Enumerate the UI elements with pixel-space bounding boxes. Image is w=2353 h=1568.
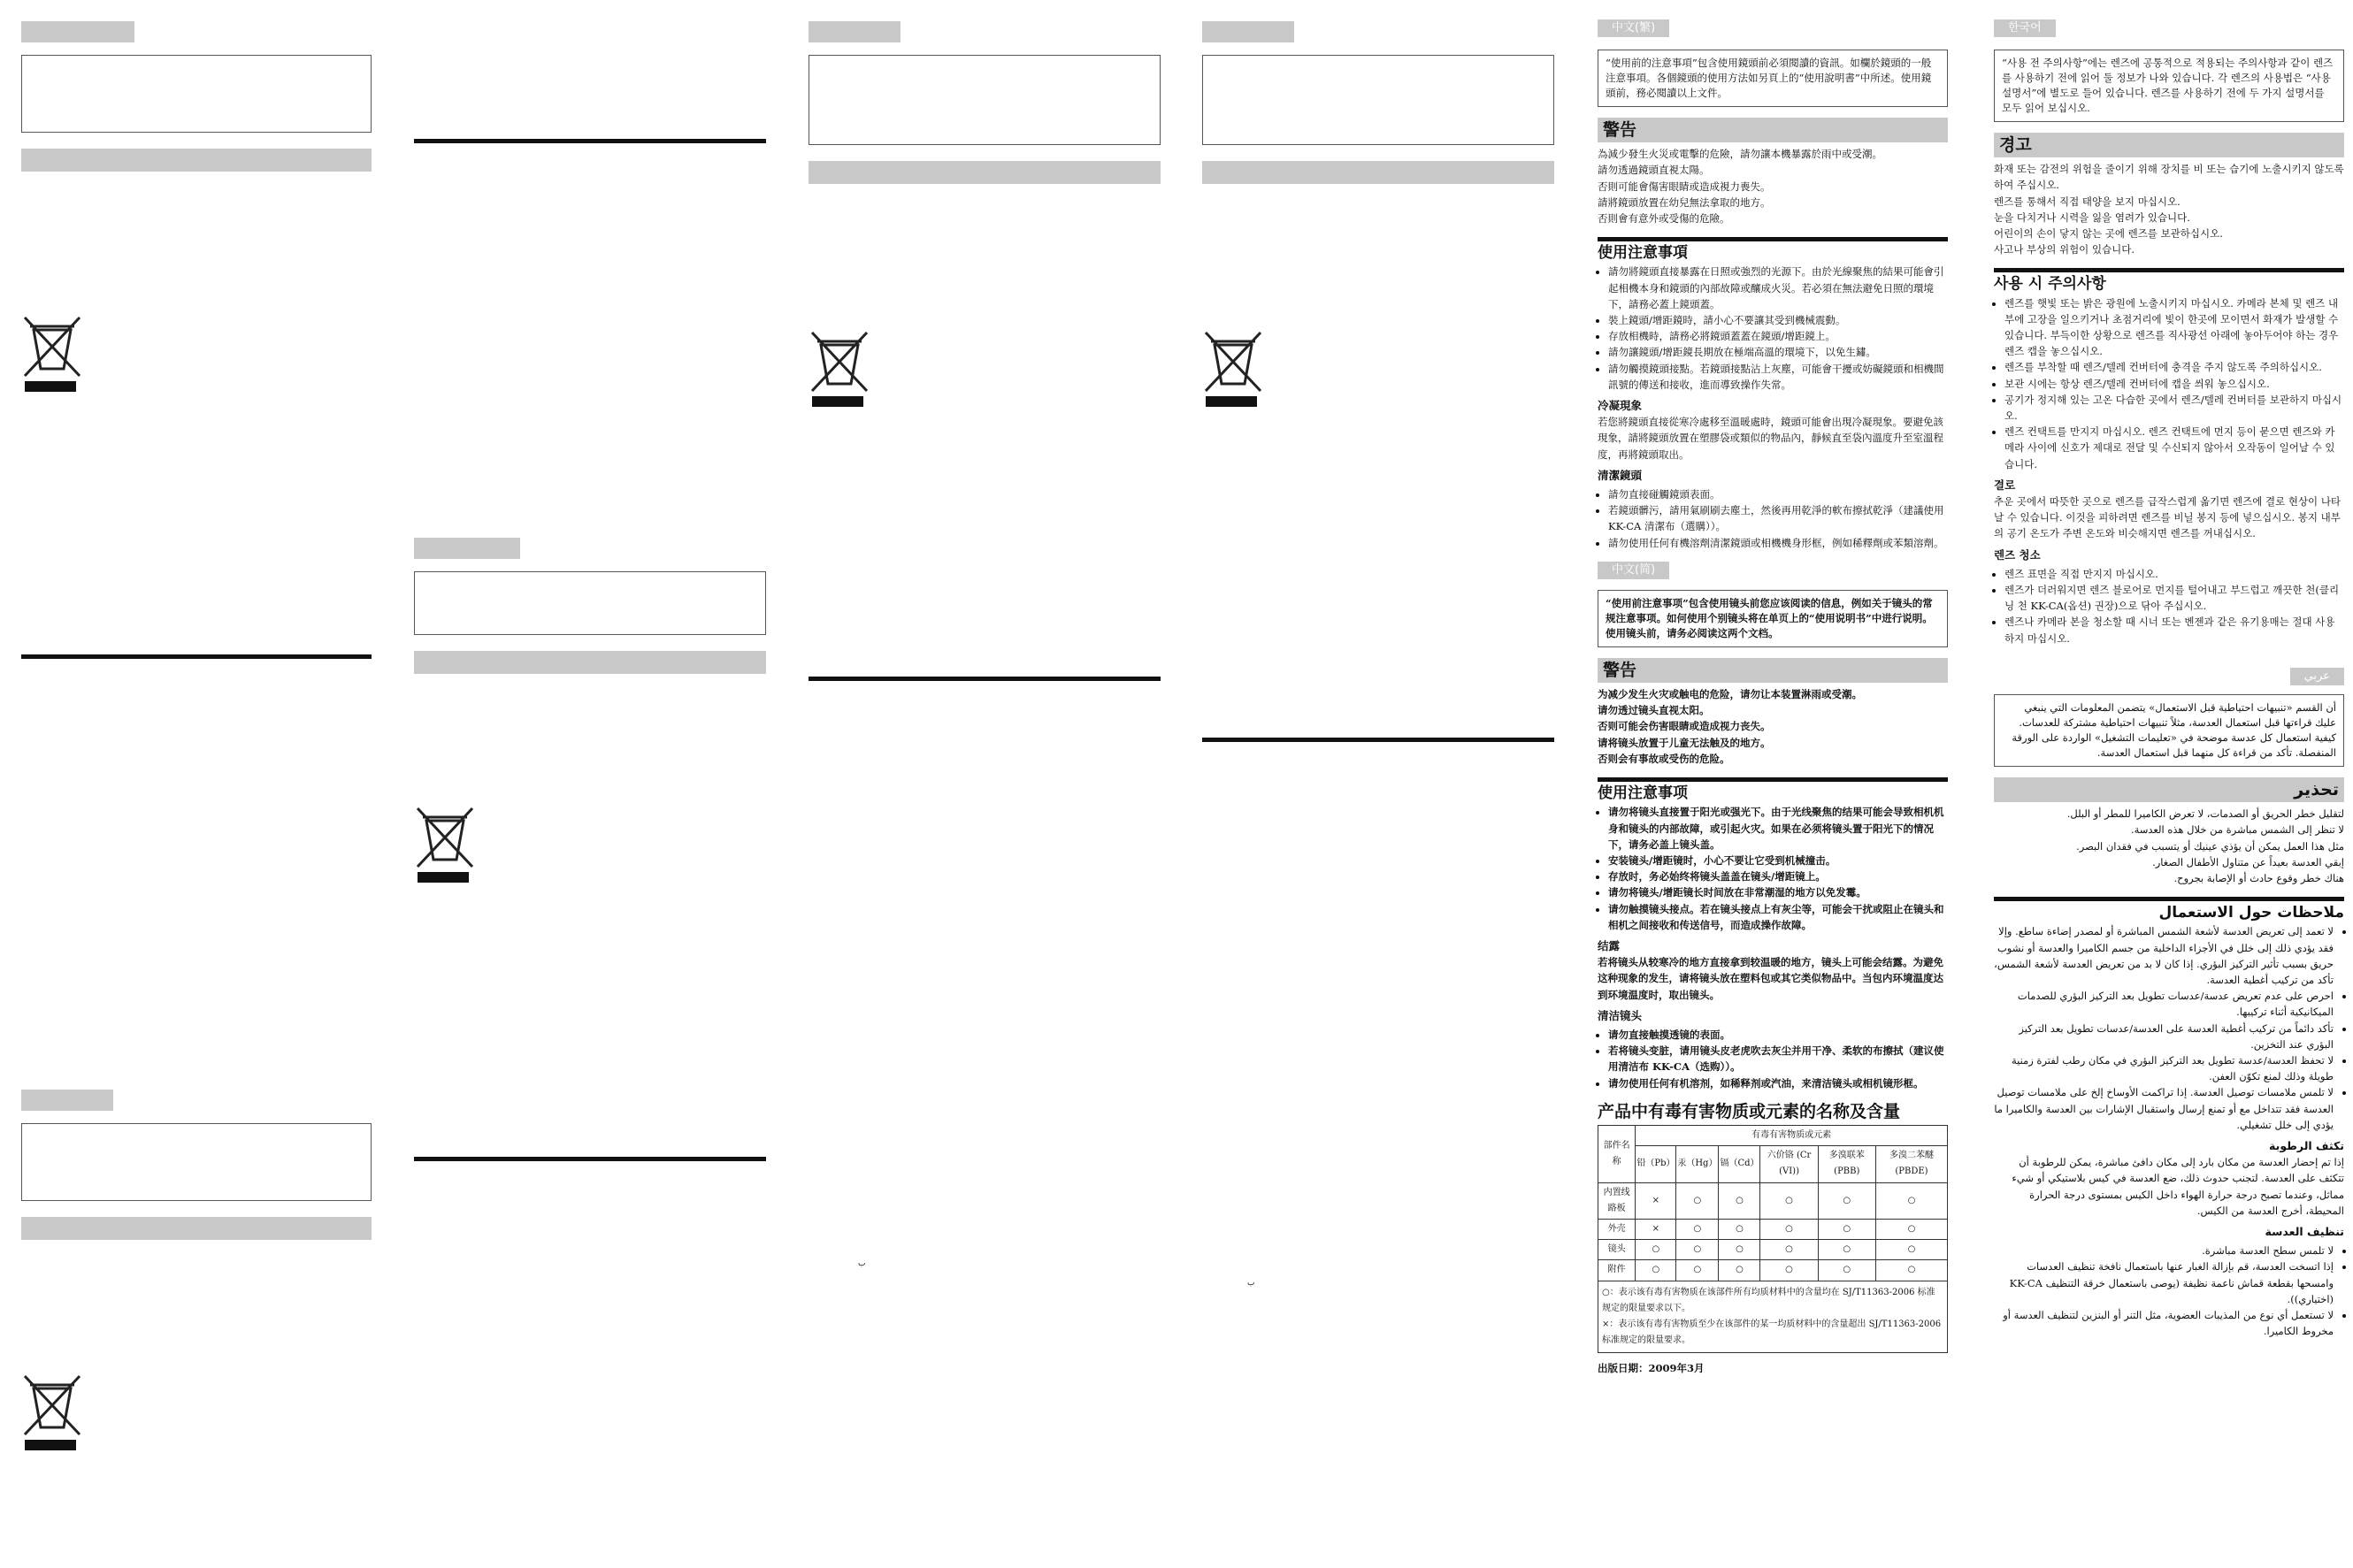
section-rule [809, 677, 1161, 681]
warning-bar-blank [414, 651, 766, 674]
page-mark: ب [1247, 1279, 1255, 1288]
notice-box-blank [21, 55, 372, 133]
mark-o: ○ [1602, 1287, 1610, 1297]
weee-bin-icon [21, 314, 85, 394]
column-3 [787, 0, 1176, 1568]
notice-box-zh-cn: “使用前注意事项”包含使用镜头前您应该阅读的信息，例如关于镜头的常规注意事项。如何使用个别镜头将在单页上的“使用说明书”中进行说明。使用镜头前，请务必阅读这两个文档。 [1598, 590, 1948, 647]
notice-box-blank [414, 571, 766, 635]
condensation-text-zh-tw: 若您將鏡頭直接從寒冷處移至溫暖處時，鏡頭可能會出現冷凝現象。要避免該現象，請將鏡頭放置在塑膠袋或類似的物品內，靜候直至袋內溫度升至室溫程度，再將鏡頭取出。 [1598, 416, 1943, 461]
lang-tab-blank [21, 21, 134, 42]
warning-lines-zh-cn: 为减少发生火灾或触电的危险，请勿让本装置淋雨或受潮。 请勿透过镜头直视太阳。 否则可能会伤害眼睛或造成视力丧失。 请将镜头放置于儿童无法触及的地方。 否则会有事故或受伤的危险。 [1598, 688, 1862, 765]
column-1 [0, 0, 380, 1568]
hazard-title: 产品中有毒有害物质或元素的名称及含量 [1598, 1101, 1901, 1121]
hazard-substance: 多溴二苯醚 (PBDE) [1875, 1146, 1947, 1182]
precautions-list-ko: • 렌즈를 햇빛 또는 밝은 광원에 노출시키지 마십시오. 카메라 본체 및 렌즈 내부에 고장을 일으키거나 초점거리에 빛이 한곳에 모이면서 화재가 발생할 수 있습니다. 부득이한 상황으로 렌즈를 직사광선 아래에 놓아두어야 하는 경우 렌즈 캡을 놓으십시오. • 렌즈를 부착할 때 렌즈/텔레 컨버터에 충격을 주지 않도록 주의하십시오. • 보관 시에는 항상 렌즈/텔레 컨버터에 캡을 씌워 놓으십시오. • 공기가 정지해 있는 고온 다습한 곳에서 렌즈/텔레 컨버터를 보관하지 마십시오. • 렌즈 컨택트를 만지지 마십시오. 렌즈 컨택트에 먼지 등이 묻으면 렌즈와 카메라 사이에 신호가 제대로 전달 및 수신되지 않아서 오작동이 일어날 수 있습니다. [1994, 295, 2344, 472]
condensation-title-ko: 결로 [1994, 478, 2016, 492]
section-rule [1202, 738, 1554, 742]
warning-bar-blank [21, 1217, 372, 1240]
warning-header-zh-cn: 警告 [1598, 658, 1948, 683]
weee-bin-icon [414, 805, 478, 884]
hazard-substance: 铅（Pb） [1636, 1146, 1676, 1182]
hazard-substance: 镉（Cd） [1719, 1146, 1760, 1182]
hazard-group-header: 有毒有害物质或元素 [1636, 1125, 1948, 1145]
condensation-title-ar: تكثف الرطوبة [2269, 1138, 2344, 1152]
table-row: 外壳 × ○ ○ ○ ○ ○ [1598, 1219, 1948, 1239]
cleaning-title-ko: 렌즈 청소 [1994, 547, 2041, 562]
hazard-substance: 多溴联苯 (PBB) [1818, 1146, 1875, 1182]
warning-header-zh-tw: 警告 [1598, 118, 1948, 142]
weee-bin-icon [21, 1373, 85, 1452]
lang-tab-ar: عربي [2290, 668, 2344, 685]
warning-bar-blank [809, 161, 1161, 184]
column-chinese [1598, 19, 1948, 1558]
notice-box-blank [21, 1123, 372, 1201]
column-2 [389, 0, 778, 1568]
cleaning-list-zh-cn: • 请勿直接触摸透镜的表面。 • 若将镜头变脏，请用镜头皮老虎吹去灰尘并用干净、柔软的布擦拭（建议使用清洁布 KK-CA（选购））。 • 请勿使用任何有机溶剂，如稀释剂或汽油，来清洁镜头或相机镜形框。 [1598, 1027, 1948, 1091]
cleaning-title-zh-tw: 清潔鏡頭 [1598, 468, 1643, 482]
warning-lines-zh-tw: 為減少發生火災或電擊的危險，請勿讓本機暴露於雨中或受潮。 請勿透過鏡頭直視太陽。 否則可能會傷害眼睛或造成視力喪失。 請將鏡頭放置在幼兒無法拿取的地方。 否則會有意外或受傷的危險。 [1598, 148, 1882, 226]
table-row: 镜头 ○ ○ ○ ○ ○ ○ [1598, 1240, 1948, 1260]
precautions-list-zh-tw: • 請勿將鏡頭直接暴露在日照或強烈的光源下。由於光線聚焦的結果可能會引起相機本身和鏡頭的內部故障或釀成火災。若必須在無法避免日照的環境下，請務必蓋上鏡頭蓋。 • 裝上鏡頭/增距鏡時，請小心不要讓其受到機械震動。 • 存放相機時，請務必將鏡頭蓋蓋在鏡頭/增距鏡上。 • 請勿讓鏡頭/增距鏡長期放在極端高溫的環境下，以免生鏽。 • 請勿觸摸鏡頭接點。若鏡頭接點沾上灰塵，可能會干擾或妨礙鏡頭和相機間訊號的傳送和接收，進而導致操作失常。 [1598, 264, 1948, 393]
table-row: 附件 ○ ○ ○ ○ ○ ○ [1598, 1260, 1948, 1281]
lang-tab-blank [414, 538, 520, 559]
condensation-text-ko: 추운 곳에서 따뜻한 곳으로 렌즈를 급작스럽게 옮기면 렌즈에 결로 현상이 나타날 수 있습니다. 이것을 피하려면 렌즈를 비닐 봉지 등에 넣으십시오. 봉지 내부의 공기 온도가 주변 온도와 비슷해지면 렌즈를 꺼내십시오. [1994, 495, 2342, 540]
hazard-legend-x: ：表示该有毒有害物质至少在该部件的某一均质材料中的含量超出 SJ/T11363-2006 标准规定的限量要求。 [1602, 1319, 1942, 1346]
condensation-title-zh-tw: 冷凝現象 [1598, 399, 1643, 413]
table-row: 内置线路板 × ○ ○ ○ ○ ○ [1598, 1182, 1948, 1219]
warning-lines-ko: 화재 또는 감전의 위험을 줄이기 위해 장치를 비 또는 습기에 노출시키지 않도록 하여 주십시오. 렌즈를 통해서 직접 태양을 보지 마십시오. 눈을 다치거나 시력을 잃을 염려가 있습니다. 어린이의 손이 닿지 않는 곳에 렌즈를 보관하십시오. 사고나 부상의 위험이 있습니다. [1994, 163, 2344, 256]
cleaning-list-ar: • لا تلمس سطح العدسة مباشرة. • إذا اتسخت العدسة، قم بإزالة الغبار عنها باستعمال نافخة تنظيف العدسات وامسحها بقطعة قماش ناعمة نظيفة (يوصى باستعمال خرقة التنظيف KK-CA (اختياري)). • لا تستعمل أي نوع من المذيبات العضوية، مثل التنر أو البنزين لتنظيف العدسة أو مخروط الكاميرا. [1994, 1243, 2344, 1339]
notice-box-blank [1202, 55, 1554, 145]
lang-tab-zh-tw: 中文(繁) [1598, 19, 1669, 37]
publish-date: 出版日期：2009年3月 [1598, 1362, 1705, 1375]
condensation-text-zh-cn: 若将镜头从较寒冷的地方直接拿到较温暖的地方，镜头上可能会结露。为避免这种现象的发生，请将镜头放在塑料包或其它类似物品中。当包内环境温度达到环境温度时，取出镜头。 [1598, 956, 1943, 1001]
hazard-part-header: 部件名称 [1598, 1125, 1636, 1182]
hazard-substance: 六价铬 (Cr (VI)) [1760, 1146, 1818, 1182]
column-korean-arabic [1994, 19, 2344, 1558]
notice-box-ko: “사용 전 주의사항”에는 렌즈에 공통적으로 적용되는 주의사항과 같이 렌즈를 사용하기 전에 읽어 둘 정보가 나와 있습니다. 각 렌즈의 사용법은 “사용설명서”에 별도로 들어 있습니다. 렌즈를 사용하기 전에 두 가지 설명서를 모두 읽어 보십시오. [1994, 50, 2344, 122]
notice-box-ar: أن القسم «تنبيهات احتياطية قبل الاستعمال» يتضمن المعلومات التي ينبغي عليك قراءتها قبل استعمال العدسة، مثلاً تنبيهات احتياطية مشتركة للعدسات. كيفية استعمال كل عدسة موضحة في «تعليمات التشغيل» الواردة على الورقة المنفصلة. تأكد من قراءة كل منهما قبل استعمال العدسة. [1994, 694, 2344, 767]
page-mark: ب [858, 1259, 866, 1268]
mark-x: × [1602, 1319, 1610, 1329]
notice-box-blank [809, 55, 1161, 145]
precautions-title-ko: 사용 시 주의사항 [1994, 268, 2344, 292]
hazard-legend-row [1598, 1281, 1948, 1353]
lang-tab-blank [21, 1090, 113, 1111]
weee-bin-icon [1202, 329, 1266, 409]
notice-box-zh-tw: “使用前的注意事項”包含使用鏡頭前必須閱讀的資訊。如欄於鏡頭的一般注意事項。各個鏡頭的使用方法如另頁上的“使用說明書”中所述。使用鏡頭前，務必閱讀以上文件。 [1598, 50, 1948, 107]
cleaning-title-ar: تنظيف العدسة [2265, 1224, 2344, 1238]
section-rule [414, 1157, 766, 1161]
lang-tab-blank [809, 21, 901, 42]
warning-lines-ar: لتقليل خطر الحريق أو الصدمات، لا تعرض الكاميرا للمطر أو البلل. لا تنظر إلى الشمس مباشرة من خلال هذه العدسة. مثل هذا العمل يمكن أن يؤذي عينيك أو يتسبب في فقدان البصر. إبقي العدسة بعيداً عن متناول الأطفال الصغار. هناك خطر وقوع حادث أو الإصابة بجروح. [2066, 807, 2344, 884]
warning-bar-blank [1202, 161, 1554, 184]
precautions-title-zh-cn: 使用注意事项 [1598, 777, 1948, 801]
section-rule [414, 139, 766, 143]
hazard-substance: 汞（Hg） [1676, 1146, 1719, 1182]
condensation-title-zh-cn: 结露 [1598, 938, 1621, 952]
precautions-title-zh-tw: 使用注意事項 [1598, 237, 1948, 261]
hazard-legend-o: ：表示该有毒有害物质在该部件所有均质材料中的含量均在 SJ/T11363-2006 标准规定的限量要求以下。 [1602, 1287, 1935, 1313]
warning-header-ar: تحذير [1994, 777, 2344, 802]
section-rule [21, 654, 372, 659]
weee-bin-icon [809, 329, 872, 409]
lang-tab-blank [1202, 21, 1294, 42]
precautions-title-ar: ملاحظات حول الاستعمال [1994, 897, 2344, 921]
condensation-text-ar: إذا تم إحضار العدسة من مكان بارد إلى مكان دافئ مباشرة، يمكن للرطوبة أن تتكثف على العدسة. لتجنب حدوث ذلك، ضع العدسة في كيس بلاستيكي أو شيء مماثل، وعندما تصبح درجة حرارة الهواء داخل الكيس بمستوى درجة الحرارة المحيطة، أخرج العدسة من الكيس. [2012, 1156, 2344, 1217]
warning-header-ko: 경고 [1994, 133, 2344, 157]
hazard-table [1598, 1125, 1948, 1353]
precautions-list-ar: • لا تعمد إلى تعريض العدسة لأشعة الشمس المباشرة أو لمصدر إضاءة ساطع. وإلا فقد يؤدي ذلك إلى خلل في الأجزاء الداخلية من جسم الكاميرا والعدسة أو نشوب حريق بسبب تأثير التركيز البؤري. إذا كان لا بد من تعريض العدسة لأشعة الشمس، تأكد من تركيب أغطية العدسة. • احرص على عدم تعريض عدسة/عدسات تطويل بعد التركيز البؤري للصدمات الميكانيكية أثناء تركيبها. • تأكد دائماً من تركيب أغطية العدسة على العدسة/عدسات تطويل بعد التركيز البؤري عند التخزين. • لا تحفظ العدسة/عدسة تطويل بعد التركيز البؤري في مكان رطب لفترة زمنية طويلة وذلك لمنع تكوّن العفن. • لا تلمس ملامسات توصيل العدسة. إذا تراكمت الأوساخ إلخ على ملامسات توصيل العدسة فقد تتداخل مع أو تمنع إرسال واستقبال الإشارات بين العدسة والكاميرا ما يؤدي إلى خلل تشغيلي. [1994, 923, 2344, 1133]
cleaning-list-ko: • 렌즈 표면을 직접 만지지 마십시오. • 렌즈가 더러워지면 렌즈 블로어로 먼지를 털어내고 부드럽고 깨끗한 천(클리닝 천 KK-CA(옵션) 권장)으로 닦아 주십시오. • 렌즈나 카메라 본을 청소할 때 시너 또는 벤젠과 같은 유기용매는 절대 사용하지 마십시오. [1994, 566, 2344, 646]
lang-tab-zh-cn: 中文(简) [1598, 562, 1669, 579]
cleaning-list-zh-tw: • 請勿直接碰觸鏡頭表面。 • 若鏡頭髒污，請用氣刷刷去塵土，然後再用乾淨的軟布擦拭乾淨（建議使用 KK-CA 清潔布（選購））。 • 請勿使用任何有機溶劑清潔鏡頭或相機機身形框，例如稀釋劑或苯類溶劑。 [1598, 486, 1948, 551]
precautions-list-zh-cn: • 请勿将镜头直接置于阳光或强光下。由于光线聚焦的结果可能会导致相机机身和镜头的内部故障，或引起火灾。如果在必须将镜头置于阳光下的情况下，请务必盖上镜头盖。 • 安装镜头/增距镜时，小心不要让它受到机械撞击。 • 存放时，务必始终将镜头盖盖在镜头/增距镜上。 • 请勿将镜头/增距镜长时间放在非常潮湿的地方以免发霉。 • 请勿触摸镜头接点。若在镜头接点上有灰尘等，可能会干扰或阻止在镜头和相机之间接收和传送信号，而造成操作故障。 [1598, 804, 1948, 933]
column-4 [1181, 0, 1570, 1568]
warning-bar-blank [21, 149, 372, 172]
cleaning-title-zh-cn: 清洁镜头 [1598, 1008, 1643, 1022]
lang-tab-ko: 한국어 [1994, 19, 2056, 37]
